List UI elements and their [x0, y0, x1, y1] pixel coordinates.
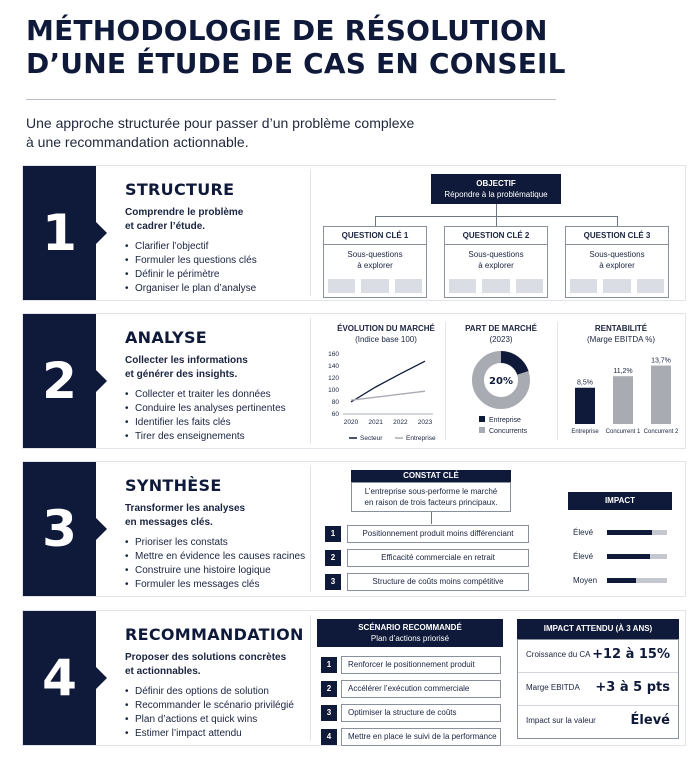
bar-category-label: Concurrent 1: [605, 429, 641, 435]
title-line-1: MÉTHODOLOGIE DE RÉSOLUTION: [26, 14, 548, 47]
question-line: à explorer: [357, 261, 393, 270]
bar-1: [575, 388, 595, 424]
legend-label: Entreprise: [406, 435, 436, 442]
action-number: 2: [321, 681, 337, 697]
impact-bar: [607, 530, 667, 535]
objective-title: OBJECTIF: [476, 179, 516, 188]
y-tick-label: 80: [331, 399, 339, 406]
step-desc-line: et actionnables.: [125, 666, 201, 677]
action-number: 4: [321, 729, 337, 745]
y-tick-label: 140: [328, 363, 339, 370]
pie-chart-title: PART DE MARCHÉ: [465, 324, 537, 333]
list-item: • Plan d’actions et quick wins: [125, 713, 294, 727]
x-tick-label: 2021: [368, 419, 383, 426]
question-box-1: [323, 226, 427, 298]
list-item: • Collecter et traiter les données: [125, 388, 286, 402]
factor-box: Positionnement produit moins différenciant: [347, 525, 529, 543]
bar-value-label: 11,2%: [613, 368, 633, 376]
x-tick-label: 2020: [343, 419, 359, 426]
step-desc-line: Proposer des solutions concrètes: [125, 652, 287, 663]
step-list: [125, 685, 294, 741]
sub-question-cells: [449, 279, 543, 293]
step-analyse: [22, 313, 686, 449]
impact-level-label: Élevé: [573, 528, 594, 537]
question-line: Sous-questions: [589, 250, 645, 259]
step-arrow-icon: [96, 222, 107, 244]
list-item: • Définir le périmètre: [125, 268, 257, 282]
action-box: Renforcer le positionnement produit: [341, 656, 501, 674]
impact-bar: [607, 554, 667, 559]
factor-box: Efficacité commerciale en retrait: [347, 549, 529, 567]
analysis-charts: [310, 318, 682, 444]
legend-label: Entreprise: [489, 417, 521, 424]
bar-category-label: Entreprise: [571, 429, 599, 435]
x-tick-label: 2023: [417, 419, 433, 426]
step-desc-line: et générer des insights.: [125, 369, 238, 380]
legend-swatch: [479, 416, 485, 422]
sub-question-cells: [328, 279, 422, 293]
line-chart: [315, 348, 445, 448]
bar-value-label: 8,5%: [577, 379, 593, 387]
question-title: QUESTION CLÉ 2: [445, 227, 547, 245]
step-number: 4: [42, 649, 77, 707]
impact-label: Croissance du CA: [526, 650, 591, 659]
list-item: • Définir des options de solution: [125, 685, 294, 699]
title-divider: [26, 99, 556, 100]
subtitle-line-1: Une approche structurée pour passer d’un problème complexe: [26, 115, 415, 131]
bar-value-label: 13,7%: [651, 357, 671, 365]
list-item: • Tirer des enseignements: [125, 430, 286, 444]
tree-connector: [496, 216, 497, 226]
impact-title: IMPACT: [568, 492, 672, 510]
step-title: STRUCTURE: [125, 180, 235, 199]
question-box-3: [565, 226, 669, 298]
step-description: [125, 206, 305, 234]
step-title: ANALYSE: [125, 328, 207, 347]
step-desc-line: Transformer les analyses: [125, 503, 246, 514]
list-item: • Construire une histoire logique: [125, 564, 305, 578]
legend-swatch: [479, 427, 485, 433]
pie-center-label: 20%: [489, 376, 513, 387]
question-line: à explorer: [599, 261, 635, 270]
step-desc-line: Comprendre le problème: [125, 207, 244, 218]
impact-level-label: Moyen: [573, 576, 598, 585]
list-item: • Formuler les questions clés: [125, 254, 257, 268]
expected-impact-table: [517, 639, 679, 739]
y-tick-label: 60: [331, 411, 339, 418]
bar-3: [651, 366, 671, 424]
impact-level-label: Élevé: [573, 552, 594, 561]
y-tick-label: 100: [328, 387, 339, 394]
impact-bar-fill: [607, 554, 650, 559]
step-desc-line: en messages clés.: [125, 517, 213, 528]
step-title: SYNTHÈSE: [125, 476, 222, 495]
factor-number: 2: [325, 550, 341, 566]
factor-number: 1: [325, 526, 341, 542]
tree-connector: [617, 216, 618, 226]
step-arrow-icon: [96, 518, 107, 540]
key-finding-line: en raison de trois facteurs principaux.: [364, 498, 498, 507]
structure-tree: [310, 170, 682, 296]
table-row: [518, 673, 678, 706]
expected-impact-title: IMPACT ATTENDU (À 3 ANS): [517, 619, 679, 639]
impact-bar-fill: [607, 530, 652, 535]
list-item: • Clarifier l’objectif: [125, 240, 257, 254]
page-title: [26, 14, 676, 80]
step-desc-line: et cadrer l’étude.: [125, 221, 206, 232]
objective-box: [431, 174, 561, 204]
question-title: QUESTION CLÉ 3: [566, 227, 668, 245]
scenario-title: SCÉNARIO RECOMMANDÉ: [358, 623, 462, 632]
table-row: [518, 706, 678, 739]
key-finding-line: L’entreprise sous-performe le marché: [364, 487, 498, 496]
step-arrow-icon: [96, 667, 107, 689]
sub-question-cells: [570, 279, 664, 293]
bar-chart-subtitle: (Marge EBITDA %): [586, 335, 655, 344]
legend-label: Secteur: [360, 435, 383, 442]
step-description: [125, 354, 305, 382]
step-desc-line: Collecter les informations: [125, 355, 248, 366]
step-list: [125, 388, 286, 444]
step-description: [125, 651, 305, 679]
action-box: Mettre en place le suivi de la performance: [341, 728, 501, 746]
subtitle-line-2: à une recommandation actionnable.: [26, 134, 249, 150]
step-arrow-icon: [96, 370, 107, 392]
table-row: [518, 640, 678, 673]
legend-label: Concurrents: [489, 428, 528, 435]
bar-2: [613, 376, 633, 424]
impact-label: Marge EBITDA: [526, 683, 580, 692]
list-item: • Mettre en évidence les causes racines: [125, 550, 305, 564]
scenario-header: [317, 619, 503, 647]
bar-chart-title: RENTABILITÉ: [594, 324, 648, 333]
step-title: RECOMMANDATION: [125, 625, 304, 644]
action-box: Optimiser la structure de coûts: [341, 704, 501, 722]
factor-box: Structure de coûts moins compétitive: [347, 573, 529, 591]
scenario-subtitle: Plan d’actions priorisé: [370, 634, 450, 643]
step-list: [125, 536, 305, 592]
question-box-2: [444, 226, 548, 298]
step-structure: [22, 165, 686, 301]
key-finding-box: [351, 482, 511, 512]
list-item: • Estimer l’impact attendu: [125, 727, 294, 741]
step-number: 1: [42, 204, 77, 262]
pie-chart-subtitle: (2023): [489, 335, 513, 344]
list-item: • Prioriser les constats: [125, 536, 305, 550]
question-body: [445, 245, 547, 271]
list-item: • Identifier les faits clés: [125, 416, 286, 430]
recommendation-panel: [310, 615, 682, 741]
list-item: • Formuler les messages clés: [125, 578, 305, 592]
tree-connector: [375, 216, 376, 226]
key-finding-title: CONSTAT CLÉ: [351, 470, 511, 482]
finding-connector: [431, 512, 432, 524]
step-recommandation: [22, 610, 686, 746]
objective-subtitle: Répondre à la problématique: [444, 190, 548, 199]
step-number: 2: [42, 352, 77, 410]
bar-chart: [563, 346, 681, 446]
chart-divider: [445, 322, 446, 440]
y-tick-label: 160: [328, 351, 339, 358]
list-item: • Organiser le plan d’analyse: [125, 282, 257, 296]
question-line: Sous-questions: [468, 250, 524, 259]
impact-label: Impact sur la valeur: [526, 716, 596, 725]
impact-bar: [607, 578, 667, 583]
step-number: 3: [42, 500, 77, 558]
impact-value: +3 à 5 pts: [595, 680, 670, 695]
chart-divider: [557, 322, 558, 440]
question-title: QUESTION CLÉ 1: [324, 227, 426, 245]
title-line-2: D’UNE ÉTUDE DE CAS EN CONSEIL: [26, 47, 566, 80]
x-tick-label: 2022: [393, 419, 408, 426]
tree-connector: [496, 204, 497, 216]
line-chart-title: ÉVOLUTION DU MARCHÉ: [337, 324, 435, 333]
line-chart-subtitle: (Indice base 100): [355, 335, 417, 344]
question-body: [566, 245, 668, 271]
impact-bar-fill: [607, 578, 636, 583]
pie-chart: [451, 346, 551, 446]
question-body: [324, 245, 426, 271]
impact-value: Élevé: [630, 713, 670, 728]
step-description: [125, 502, 305, 530]
question-line: Sous-questions: [347, 250, 403, 259]
factor-number: 3: [325, 574, 341, 590]
action-number: 3: [321, 705, 337, 721]
list-item: • Recommander le scénario privilégié: [125, 699, 294, 713]
impact-value: +12 à 15%: [592, 647, 670, 662]
step-list: [125, 240, 257, 296]
action-box: Accélérer l’exécution commerciale: [341, 680, 501, 698]
action-number: 1: [321, 657, 337, 673]
step-synthese: [22, 461, 686, 597]
bar-category-label: Concurrent 2: [643, 429, 679, 435]
synthesis-panel: [310, 466, 682, 592]
question-line: à explorer: [478, 261, 514, 270]
list-item: • Conduire les analyses pertinentes: [125, 402, 286, 416]
page-subtitle: [26, 114, 446, 152]
y-tick-label: 120: [328, 375, 339, 382]
